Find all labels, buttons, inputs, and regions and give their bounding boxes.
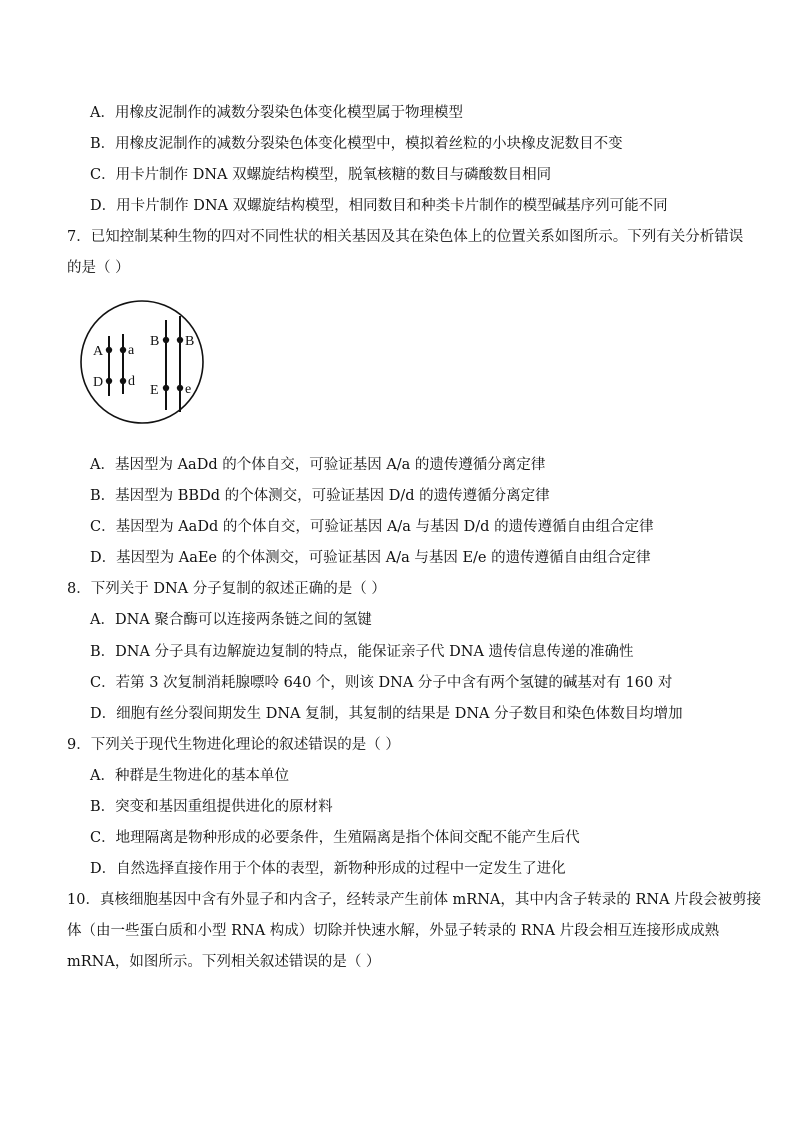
locus-dot: [163, 337, 169, 343]
locus-dot: [163, 385, 169, 391]
q7-stem-line1: 7．已知控制某种生物的四对不同性状的相关基因及其在染色体上的位置关系如图所示。下列有关分析错误: [67, 229, 744, 245]
gene-label-D: D: [93, 375, 104, 390]
gene-label-a: a: [128, 343, 135, 358]
q6-option-d: D．用卡片制作 DNA 双螺旋结构模型，相同数目和种类卡片制作的模型碱基序列可能不同: [90, 198, 668, 214]
locus-dot: [106, 378, 112, 384]
q9-option-b: B．突变和基因重组提供进化的原材料: [90, 799, 333, 815]
locus-dot: [177, 385, 183, 391]
cell-outline: [81, 301, 203, 423]
q8-option-a: A．DNA 聚合酶可以连接两条链之间的氢键: [90, 612, 372, 628]
q9-option-d: D．自然选择直接作用于个体的表型，新物种形成的过程中一定发生了进化: [90, 861, 566, 877]
q8-option-b: B．DNA 分子具有边解旋边复制的特点，能保证亲子代 DNA 遗传信息传递的准确性: [90, 644, 634, 660]
locus-dot: [120, 347, 126, 353]
q7-stem-line2: 的是（ ）: [67, 260, 130, 276]
q9-stem: 9．下列关于现代生物进化理论的叙述错误的是（ ）: [67, 737, 400, 753]
locus-dot: [106, 347, 112, 353]
q6-option-b: B．用橡皮泥制作的减数分裂染色体变化模型中，模拟着丝粒的小块橡皮泥数目不变: [90, 136, 623, 152]
gene-label-A: A: [93, 344, 104, 359]
gene-label-B-right: B: [185, 334, 195, 349]
q7-option-a: A．基因型为 AaDd 的个体自交，可验证基因 A/a 的遗传遵循分离定律: [90, 457, 546, 473]
q10-stem-line3: mRNA，如图所示。下列相关叙述错误的是（ ）: [67, 954, 381, 970]
q6-option-c: C．用卡片制作 DNA 双螺旋结构模型，脱氧核糖的数目与磷酸数目相同: [90, 167, 552, 183]
q8-option-d: D．细胞有丝分裂间期发生 DNA 复制，其复制的结果是 DNA 分子数目和染色体数目均增加: [90, 706, 683, 722]
q8-stem: 8．下列关于 DNA 分子复制的叙述正确的是（ ）: [67, 581, 386, 597]
q9-option-c: C．地理隔离是物种形成的必要条件，生殖隔离是指个体间交配不能产生后代: [90, 830, 580, 846]
gene-label-B-left: B: [150, 334, 160, 349]
q7-option-d: D．基因型为 AaEe 的个体测交，可验证基因 A/a 与基因 E/e 的遗传遵循自由组合定律: [90, 550, 651, 566]
q8-option-c: C．若第 3 次复制消耗腺嘌呤 640 个，则该 DNA 分子中含有两个氢键的碱基对有 160 对: [90, 675, 673, 691]
gene-label-d: d: [128, 374, 135, 389]
q9-option-a: A．种群是生物进化的基本单位: [90, 768, 289, 784]
q10-stem-line2: 体（由一些蛋白质和小型 RNA 构成）切除并快速水解，外显子转录的 RNA 片段会相互连接形成成熟: [67, 923, 720, 939]
q10-stem-line1: 10．真核细胞基因中含有外显子和内含子，经转录产生前体 mRNA，其中内含子转录的 RNA 片段会被剪接: [67, 892, 762, 908]
q7-option-c: C．基因型为 AaDd 的个体自交，可验证基因 A/a 与基因 D/d 的遗传遵循自由组合定律: [90, 519, 654, 535]
q6-option-a: A．用橡皮泥制作的减数分裂染色体变化模型属于物理模型: [90, 105, 463, 121]
locus-dot: [120, 378, 126, 384]
locus-dot: [177, 337, 183, 343]
q7-option-b: B．基因型为 BBDd 的个体测交，可验证基因 D/d 的遗传遵循分离定律: [90, 488, 550, 504]
gene-label-e: e: [185, 382, 192, 397]
chromosome-diagram: [72, 298, 232, 428]
gene-label-E: E: [150, 383, 159, 398]
